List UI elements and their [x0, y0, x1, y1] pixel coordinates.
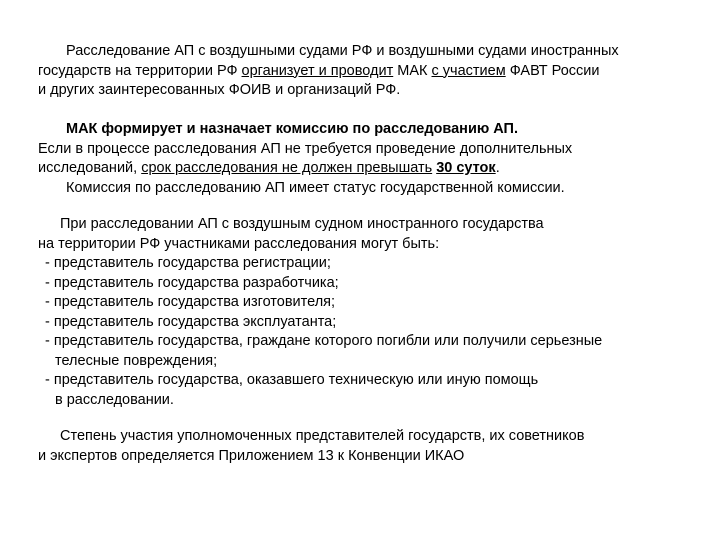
paragraph-commission	[38, 120, 698, 198]
list-item: - представитель государства, граждане которого погибли или получили серьезные	[45, 333, 603, 349]
p3-line-1: При расследовании АП с воздушным судном иностранного государства	[60, 216, 544, 232]
p3-line-2: на территории РФ участниками расследования могут быть:	[38, 235, 440, 252]
p2-line-1	[38, 120, 698, 140]
p1-with-participation: с участием	[431, 62, 506, 79]
p2-30-days: 30 суток	[436, 160, 496, 176]
list-item-continuation: телесные повреждения;	[55, 352, 218, 369]
p1-line-2-text-b: МАК	[393, 62, 432, 79]
p1-line-2-text-a: государств на территории РФ	[38, 62, 242, 79]
p4-line-2: и экспертов определяется Приложением 13 к Конвенции ИКАО	[38, 447, 465, 464]
p2-deadline-underlined: срок расследования не должен превышать	[141, 160, 433, 176]
p2-line-4: Комиссия по расследованию АП имеет статус государственной комиссии.	[66, 179, 565, 196]
p2-line-3-end: .	[495, 160, 500, 176]
paragraph-investigation-organization	[38, 42, 698, 101]
p1-line-2	[38, 62, 698, 82]
list-item: - представитель государства эксплуатанта;	[45, 313, 337, 330]
p2-line-3-text-a: исследований,	[38, 160, 142, 176]
list-item: - представитель государства регистрации;	[45, 255, 331, 271]
list-item-continuation: в расследовании.	[55, 391, 174, 408]
p2-line-1-text-a: МАК формирует и назначает	[66, 121, 276, 137]
p1-line-3: и других заинтересованных ФОИВ и организаций РФ.	[38, 82, 401, 98]
list-item: - представитель государства разработчика;	[45, 274, 339, 291]
p2-line-3	[38, 159, 698, 179]
list-item: - представитель государства, оказавшего техническую или иную помощь	[45, 372, 539, 388]
list-item: - представитель государства изготовителя;	[45, 294, 336, 310]
p4-line-1: Степень участия уполномоченных представителей государств, их советников	[60, 428, 585, 444]
p1-organizes-conducts: организует и проводит	[241, 62, 394, 79]
paragraph-participants	[38, 215, 698, 410]
p2-line-2: Если в процессе расследования АП не требуется проведение дополнительных	[38, 140, 573, 157]
paragraph-icao-annex	[38, 427, 698, 466]
p1-line-1: Расследование АП с воздушными судами РФ и воздушными судами иностранных	[66, 43, 619, 59]
p1-line-2-text-c: ФАВТ России	[505, 62, 600, 79]
p2-commission-bold: комиссию по расследованию АП.	[275, 121, 519, 137]
